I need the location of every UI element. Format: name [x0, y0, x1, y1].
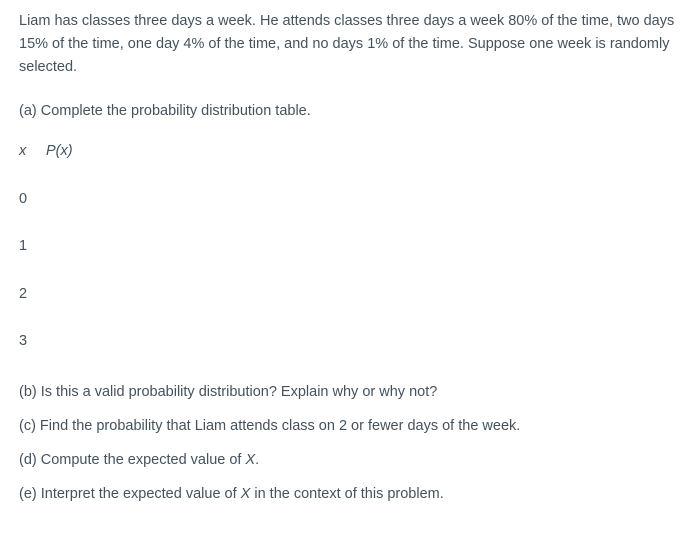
part-d-suffix: . — [255, 451, 260, 468]
part-c-label: (c) Find the probability that Liam attends class on 2 or fewer days of the week. — [19, 417, 521, 434]
part-e-label — [19, 486, 677, 503]
part-e-text: (e) Interpret the expected value of — [19, 485, 241, 502]
table-row — [19, 238, 677, 286]
part-e-variable: X — [240, 485, 251, 502]
row-x-value: 3 — [19, 333, 28, 349]
table-row — [19, 286, 677, 334]
part-d-variable: X — [245, 451, 256, 468]
table-header-row — [19, 143, 677, 191]
question-parts — [19, 384, 677, 503]
table-row — [19, 333, 677, 381]
table-row — [19, 191, 677, 239]
row-x-value: 2 — [19, 285, 28, 302]
part-d-label — [19, 452, 677, 469]
row-x-value: 1 — [19, 238, 28, 254]
probability-table — [19, 143, 677, 381]
table-header-x: x — [19, 143, 27, 159]
part-a-label: (a) Complete the probability distribution table. — [19, 103, 311, 119]
table-header-px: P(x) — [46, 143, 73, 159]
problem-statement: Liam has classes three days a week. He attends classes three days a week 80% of the time, two days 15% of the time, one day 4% of the time, and no days 1% of the time. Suppose one week is randomly selected. — [19, 13, 675, 75]
row-x-value: 0 — [19, 190, 28, 207]
part-e-suffix: in the context of this problem. — [250, 485, 444, 502]
part-d-text: (d) Compute the expected value of — [19, 451, 246, 468]
part-b-label: (b) Is this a valid probability distribution? Explain why or why not? — [19, 383, 438, 400]
